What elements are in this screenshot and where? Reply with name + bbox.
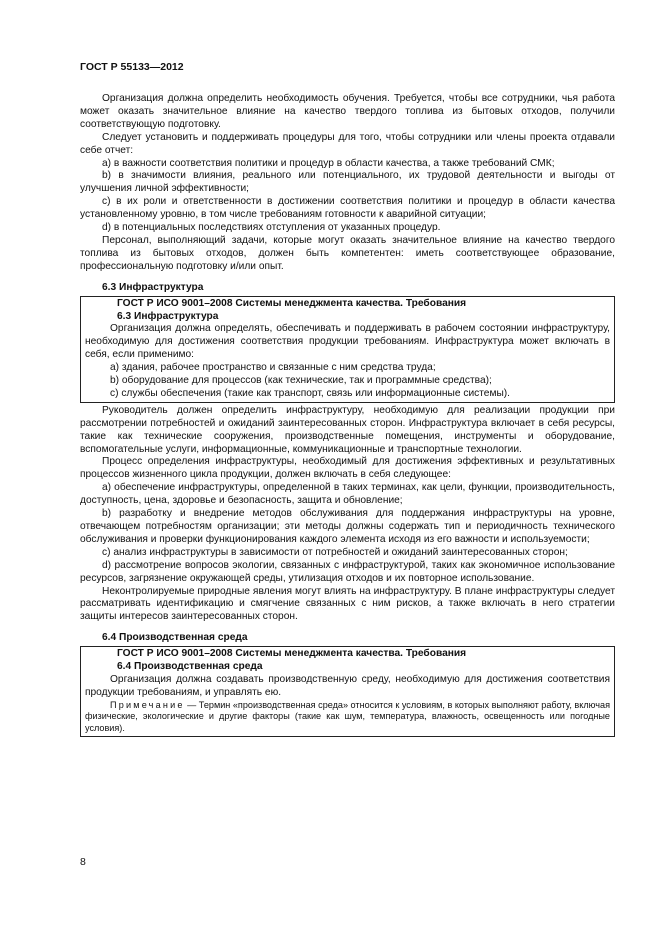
page-number: 8 — [80, 856, 86, 868]
section-heading-6-4: 6.4 Производственная среда — [102, 632, 248, 644]
quote-list-item: b) оборудование для процессов (как технические, так и программные средства); — [110, 375, 492, 387]
note-label: Примечание — [110, 699, 185, 710]
standard-quote-box-6-3 — [80, 296, 615, 403]
paragraph: Процесс определения инфраструктуры, необходимый для достижения эффективных и результативных процессов жизненного цикла продукции, должен включать в себя следующее: — [80, 456, 615, 481]
note-text: — Термин «производственная среда» относится к условиям, в которых выполняют работу, включая физические, экологические и другие факторы (такие как шум, температура, влажность, освещенность или погодные условия). — [85, 699, 610, 733]
paragraph: Неконтролируемые природные явления могут влиять на инфраструктуру. В плане инфраструктуры следует рассматривать идентификацию и смягчение связанных с ним рисков, а также включать в него стратегии защиты интересов заинтересованных сторон. — [80, 585, 615, 623]
standard-quote-box-6-4 — [80, 646, 615, 736]
quote-title: ГОСТ Р ИСО 9001–2008 Системы менеджмента качества. Требования — [117, 297, 467, 309]
paragraph: Руководитель должен определить инфраструктуру, необходимую для реализации продукции при рассмотрении потребностей и ожиданий заинтересованных сторон. Инфраструктура включает в себя ресурсы, такие как технические сооружения, производственные помещения, инструменты и оборудование, вспомогательные услуги, информационные, коммуникационные и транспортные технологии. — [80, 404, 615, 455]
document-header: ГОСТ Р 55133—2012 — [80, 61, 184, 73]
quote-paragraph: Организация должна создавать производственную среду, необходимую для достижения соответствия продукции требованиям, и управлять ею. — [85, 673, 610, 698]
quote-list-item: а) здания, рабочее пространство и связанные с ним средства труда; — [110, 362, 436, 374]
quote-subtitle: 6.4 Производственная среда — [117, 661, 263, 673]
list-item: с) анализ инфраструктуры в зависимости от потребностей и ожиданий заинтересованных сторон; — [102, 546, 568, 558]
list-item: с) в их роли и ответственности в достижении соответствия политики и процедур в области качества установленному уровню, в том числе требованиям готовности к аварийной ситуации; — [80, 196, 615, 221]
list-item: d) в потенциальных последствиях отступления от указанных процедур. — [102, 222, 441, 234]
list-item: d) рассмотрение вопросов экологии, связанных с инфраструктурой, таких как экономичное использование ресурсов, загрязнение окружающей среды, утилизация отходов и их повторное использование. — [80, 559, 615, 584]
quote-paragraph: Организация должна определять, обеспечивать и поддерживать в рабочем состоянии инфраструктуру, необходимую для достижения соответствия продукции требованиям. Инфраструктура может включать в себя, если применимо: — [85, 323, 610, 361]
quote-title: ГОСТ Р ИСО 9001–2008 Системы менеджмента качества. Требования — [117, 648, 467, 660]
list-item: а) в важности соответствия политики и процедур в области качества, а также требований СМК; — [102, 157, 555, 169]
list-item: b) в значимости влияния, реального или потенциального, их трудовой деятельности и выгоды от улучшения личной эффективности; — [80, 170, 615, 195]
list-item: а) обеспечение инфраструктуры, определенной в таких терминах, как цели, функции, производительность, доступность, цена, здоровье и безопасность, защита и обновление; — [80, 482, 615, 507]
paragraph: Следует установить и поддерживать процедуры для того, чтобы сотрудники или члены проекта отдавали себе отчет: — [80, 131, 615, 156]
list-item: b) разработку и внедрение методов обслуживания для поддержания инфраструктуры на уровне, отвечающем потребностям организации; эти методы должны содержать тип и периодичность технического обслуживания и проверки функционирования каждого элемента исходя из его важности и используемости; — [80, 508, 615, 545]
main-content — [80, 93, 615, 739]
paragraph: Организация должна определить необходимость обучения. Требуется, чтобы все сотрудники, чья работа может оказать значительное влияние на качество твердого топлива из бытовых отходов, получили соответствующую подготовку. — [80, 93, 615, 130]
quote-note — [85, 700, 610, 735]
section-heading-6-3: 6.3 Инфраструктура — [102, 281, 204, 293]
paragraph: Персонал, выполняющий задачи, которые могут оказать значительное влияние на качество твердого топлива из бытовых отходов, должен быть компетентен: иметь соответствующее образование, профессиональную подготовку и/или опыт. — [80, 234, 615, 272]
quote-subtitle: 6.3 Инфраструктура — [117, 310, 219, 322]
quote-list-item: с) службы обеспечения (такие как транспорт, связь или информационные системы). — [110, 387, 511, 399]
